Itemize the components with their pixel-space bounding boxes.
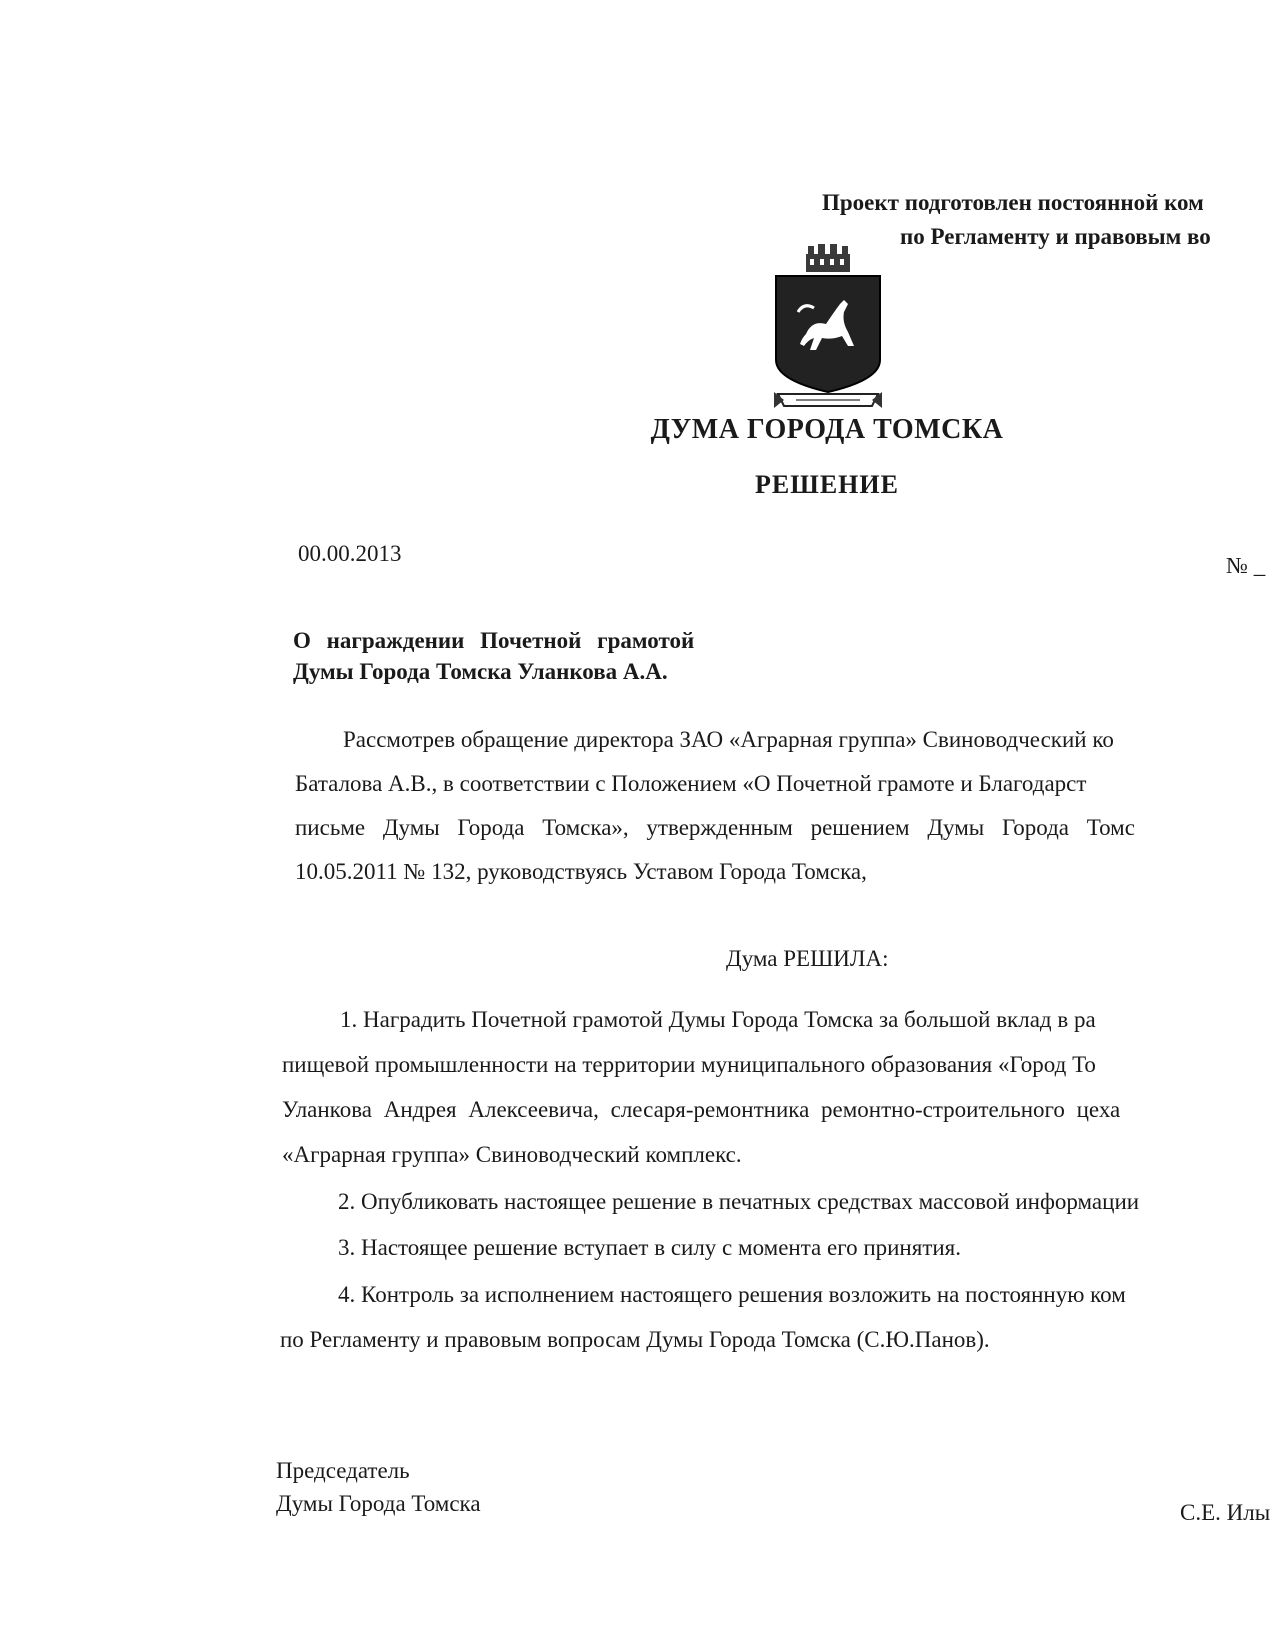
item-1-line: «Аграрная группа» Свиноводческий комплекс. [282, 1142, 742, 1167]
preamble-line: письме Думы Города Томска», утвержденным решением Думы Города Томс [295, 815, 1135, 840]
item-3: 3. Настоящее решение вступает в силу с момента его принятия. [338, 1235, 962, 1260]
project-note-line-2: по Регламенту и правовым во [900, 224, 1211, 249]
signer-title-line-1: Председатель [276, 1458, 410, 1483]
item-1-line: Уланкова Андрея Алексеевича, слесаря-ремонтника ремонтно-строительного цеха [282, 1097, 1121, 1122]
item-2: 2. Опубликовать настоящее решение в печатных средствах массовой информации [338, 1189, 1140, 1214]
item-4-line: 4. Контроль за исполнением настоящего решения возложить на постоянную ком [338, 1282, 1126, 1307]
item-4-line: по Регламенту и правовым вопросам Думы Города Томска (С.Ю.Панов). [280, 1327, 990, 1352]
subject-line-2: Думы Города Томска Уланкова А.А. [293, 659, 668, 684]
subject-line-1: О награждении Почетной грамотой [293, 628, 695, 653]
signer-name: С.Е. Илы [1180, 1500, 1271, 1525]
preamble-line: 10.05.2011 № 132, руководствуясь Уставом Города Томска, [295, 859, 867, 884]
resolve-heading: Дума РЕШИЛА: [726, 946, 889, 971]
item-1-line: пищевой промышленности на территории муниципального образования «Город То [282, 1052, 1096, 1077]
tomsk-coat-of-arms-icon [768, 242, 888, 414]
document-date: 00.00.2013 [298, 541, 402, 566]
project-note-line-1: Проект подготовлен постоянной ком [822, 190, 1204, 215]
signer-title-line-2: Думы Города Томска [276, 1491, 481, 1516]
project-note [0, 190, 1275, 270]
preamble-line: Баталова А.В., в соответствии с Положением «О Почетной грамоте и Благодарст [295, 771, 1087, 796]
item-1-line: 1. Наградить Почетной грамотой Думы Города Томска за большой вклад в ра [340, 1007, 1096, 1032]
organization-title: ДУМА ГОРОДА ТОМСКА [650, 414, 1004, 445]
document-subject [293, 625, 694, 687]
document-number: № _ [1226, 553, 1266, 578]
preamble-line: Рассмотрев обращение директора ЗАО «Аграрная группа» Свиноводческий ко [343, 727, 1114, 752]
document-type: РЕШЕНИЕ [755, 470, 899, 499]
